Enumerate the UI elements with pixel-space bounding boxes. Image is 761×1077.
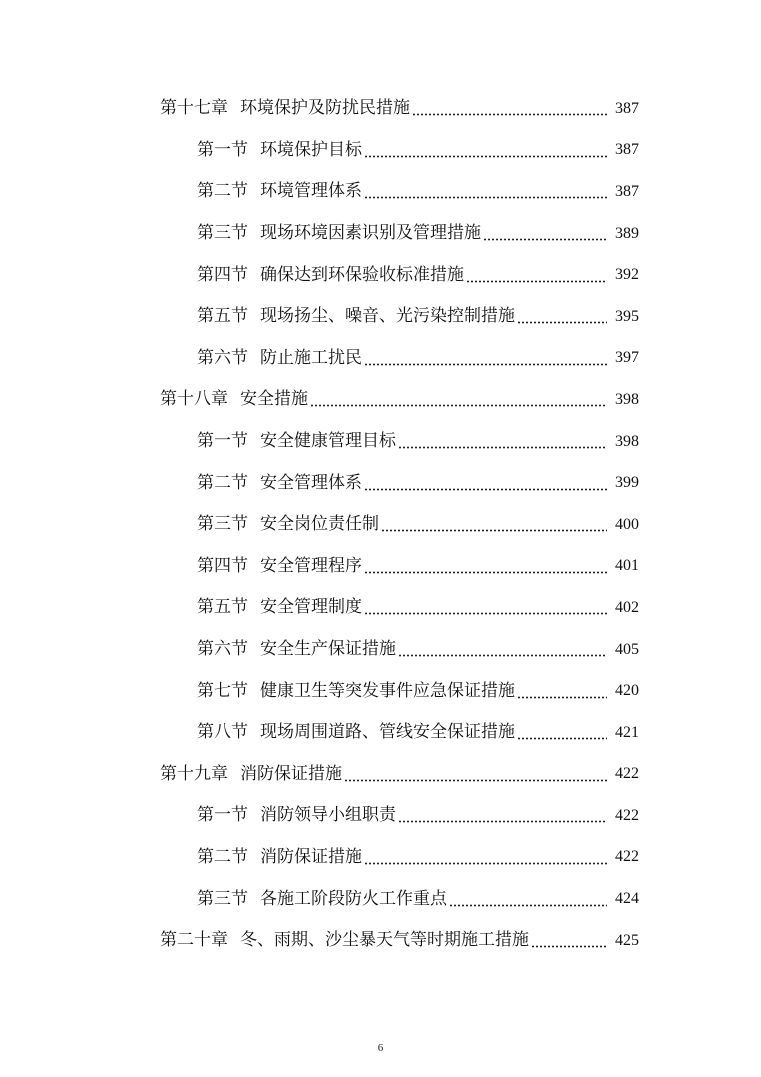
toc-entry-label: 第一节	[197, 431, 248, 452]
toc-section-entry[interactable]	[0, 712, 761, 754]
dot-leader	[466, 267, 607, 284]
toc-section-entry[interactable]	[0, 670, 761, 712]
toc-section-entry[interactable]	[0, 546, 761, 588]
dot-leader	[364, 350, 607, 367]
toc-entry-page-number: 401	[615, 557, 639, 575]
dot-leader	[517, 308, 607, 325]
toc-chapter-entry[interactable]	[0, 920, 761, 962]
toc-entry-label: 第二十章	[160, 930, 228, 951]
toc-entry-page-number: 405	[615, 640, 639, 658]
toc-section-entry[interactable]	[0, 171, 761, 213]
toc-entry-title: 冬、雨期、沙尘暴天气等时期施工措施	[240, 930, 529, 951]
toc-entry-title: 安全生产保证措施	[260, 639, 396, 660]
toc-entry-page-number: 387	[615, 141, 639, 159]
dot-leader	[483, 225, 607, 242]
toc-entry-label: 第八节	[197, 722, 248, 743]
toc-section-entry[interactable]	[0, 130, 761, 172]
toc-entry-page-number: 399	[615, 474, 639, 492]
toc-entry-label: 第六节	[197, 347, 248, 368]
toc-entry-label: 第四节	[197, 555, 248, 576]
toc-section-entry[interactable]	[0, 837, 761, 879]
toc-entry-label: 第十七章	[160, 98, 228, 119]
toc-entry-label: 第十九章	[160, 763, 228, 784]
dot-leader	[381, 516, 607, 533]
toc-entry-title: 消防保证措施	[240, 763, 342, 784]
toc-section-entry[interactable]	[0, 421, 761, 463]
toc-entry-title: 现场环境因素识别及管理措施	[260, 223, 481, 244]
dot-leader	[517, 683, 607, 700]
toc-entry-page-number: 395	[615, 307, 639, 325]
toc-entry-page-number: 425	[615, 931, 639, 949]
toc-chapter-entry[interactable]	[0, 379, 761, 421]
toc-entry-title: 消防保证措施	[260, 846, 362, 867]
toc-entry-title: 安全健康管理目标	[260, 431, 396, 452]
dot-leader	[344, 766, 607, 783]
toc-chapter-entry[interactable]	[0, 88, 761, 130]
dot-leader	[412, 100, 607, 117]
toc-entry-title: 确保达到环保验收标准措施	[260, 264, 464, 285]
dot-leader	[517, 724, 607, 741]
toc-entry-page-number: 397	[615, 349, 639, 367]
toc-entry-title: 安全管理制度	[260, 597, 362, 618]
dot-leader	[398, 433, 607, 450]
dot-leader	[364, 142, 607, 159]
toc-entry-title: 现场周围道路、管线安全保证措施	[260, 722, 515, 743]
dot-leader	[398, 641, 607, 658]
toc-entry-page-number: 420	[615, 682, 639, 700]
dot-leader	[449, 891, 607, 908]
toc-entry-page-number: 387	[615, 182, 639, 200]
toc-entry-page-number: 421	[615, 723, 639, 741]
toc-entry-title: 安全岗位责任制	[260, 514, 379, 535]
toc-section-entry[interactable]	[0, 296, 761, 338]
toc-entry-page-number: 398	[615, 432, 639, 450]
toc-entry-label: 第二节	[197, 846, 248, 867]
toc-entry-label: 第七节	[197, 680, 248, 701]
toc-entry-label: 第二节	[197, 181, 248, 202]
toc-entry-title: 安全管理体系	[260, 472, 362, 493]
toc-entry-label: 第六节	[197, 639, 248, 660]
toc-entry-title: 环境保护及防扰民措施	[240, 98, 410, 119]
dot-leader	[364, 599, 607, 616]
toc-section-entry[interactable]	[0, 629, 761, 671]
toc-entry-page-number: 392	[615, 266, 639, 284]
dot-leader	[364, 849, 607, 866]
toc-entry-label: 第三节	[197, 223, 248, 244]
toc-entry-title: 各施工阶段防火工作重点	[260, 888, 447, 909]
toc-section-entry[interactable]	[0, 795, 761, 837]
toc-entry-page-number: 400	[615, 515, 639, 533]
toc-entry-title: 安全措施	[240, 389, 308, 410]
toc-entry-page-number: 422	[615, 848, 639, 866]
toc-section-entry[interactable]	[0, 338, 761, 380]
toc-entry-label: 第四节	[197, 264, 248, 285]
toc-entry-title: 安全管理程序	[260, 555, 362, 576]
dot-leader	[398, 807, 607, 824]
toc-entry-label: 第二节	[197, 472, 248, 493]
toc-entry-label: 第三节	[197, 514, 248, 535]
toc-entry-page-number: 389	[615, 224, 639, 242]
toc-section-entry[interactable]	[0, 587, 761, 629]
toc-entry-label: 第五节	[197, 597, 248, 618]
toc-section-entry[interactable]	[0, 878, 761, 920]
toc-entry-label: 第十八章	[160, 389, 228, 410]
toc-section-entry[interactable]	[0, 462, 761, 504]
toc-entry-page-number: 424	[615, 890, 639, 908]
toc-section-entry[interactable]	[0, 213, 761, 255]
toc-entry-page-number: 398	[615, 390, 639, 408]
toc-entry-page-number: 402	[615, 598, 639, 616]
toc-entry-page-number: 422	[615, 806, 639, 824]
toc-entry-title: 环境保护目标	[260, 139, 362, 160]
toc-entry-label: 第一节	[197, 139, 248, 160]
toc-entry-title: 现场扬尘、噪音、光污染控制措施	[260, 306, 515, 327]
toc-entry-title: 消防领导小组职责	[260, 805, 396, 826]
toc-chapter-entry[interactable]	[0, 754, 761, 796]
dot-leader	[364, 183, 607, 200]
toc-section-entry[interactable]	[0, 504, 761, 546]
toc-entry-label: 第五节	[197, 306, 248, 327]
table-of-contents	[0, 88, 761, 961]
toc-entry-title: 健康卫生等突发事件应急保证措施	[260, 680, 515, 701]
dot-leader	[364, 475, 607, 492]
toc-entry-page-number: 387	[615, 99, 639, 117]
toc-entry-title: 防止施工扰民	[260, 347, 362, 368]
page-number: 6	[377, 1042, 384, 1054]
dot-leader	[364, 558, 607, 575]
toc-entry-page-number: 422	[615, 765, 639, 783]
dot-leader	[531, 932, 607, 949]
toc-entry-title: 环境管理体系	[260, 181, 362, 202]
toc-entry-label: 第一节	[197, 805, 248, 826]
dot-leader	[310, 391, 607, 408]
toc-entry-label: 第三节	[197, 888, 248, 909]
toc-section-entry[interactable]	[0, 254, 761, 296]
